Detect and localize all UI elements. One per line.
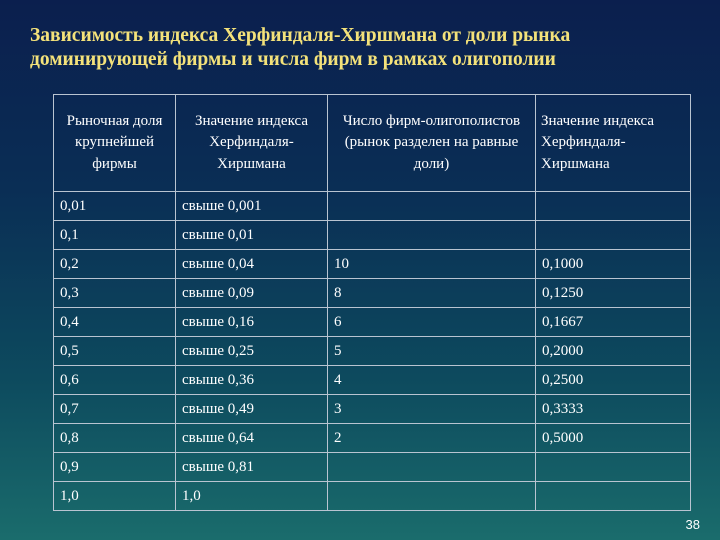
cell-hhi-equal: 0,3333: [536, 395, 691, 424]
cell-hhi-value: свыше 0,09: [176, 279, 328, 308]
cell-market-share: 1,0: [54, 482, 176, 511]
cell-market-share: 0,1: [54, 221, 176, 250]
cell-market-share: 0,3: [54, 279, 176, 308]
cell-firm-count: [328, 482, 536, 511]
cell-hhi-value: свыше 0,001: [176, 192, 328, 221]
table-row: [54, 221, 691, 250]
header-hhi-value: Значение индекса Херфиндаля-Хиршмана: [176, 95, 328, 192]
cell-hhi-equal: [536, 192, 691, 221]
cell-hhi-equal: 0,2000: [536, 337, 691, 366]
cell-firm-count: 4: [328, 366, 536, 395]
header-hhi-value-equal: Значение индекса Херфиндаля-Хиршмана: [536, 95, 691, 192]
cell-hhi-value: свыше 0,25: [176, 337, 328, 366]
cell-firm-count: [328, 453, 536, 482]
table-row: [54, 424, 691, 453]
cell-hhi-equal: 0,1250: [536, 279, 691, 308]
cell-firm-count: 10: [328, 250, 536, 279]
cell-hhi-value: свыше 0,64: [176, 424, 328, 453]
cell-hhi-equal: [536, 482, 691, 511]
cell-market-share: 0,9: [54, 453, 176, 482]
table-row: [54, 279, 691, 308]
cell-firm-count: 5: [328, 337, 536, 366]
header-firm-count: Число фирм-олигополистов (рынок разделен на равные доли): [328, 95, 536, 192]
cell-market-share: 0,8: [54, 424, 176, 453]
table-row: [54, 308, 691, 337]
cell-hhi-equal: 0,2500: [536, 366, 691, 395]
cell-market-share: 0,5: [54, 337, 176, 366]
cell-market-share: 0,6: [54, 366, 176, 395]
table-row: [54, 366, 691, 395]
cell-firm-count: [328, 221, 536, 250]
cell-firm-count: 8: [328, 279, 536, 308]
cell-hhi-equal: 0,5000: [536, 424, 691, 453]
cell-hhi-equal: [536, 453, 691, 482]
cell-hhi-equal: [536, 221, 691, 250]
table-row: [54, 395, 691, 424]
cell-firm-count: [328, 192, 536, 221]
cell-hhi-value: свыше 0,04: [176, 250, 328, 279]
cell-market-share: 0,7: [54, 395, 176, 424]
cell-hhi-value: свыше 0,16: [176, 308, 328, 337]
cell-firm-count: 6: [328, 308, 536, 337]
cell-firm-count: 3: [328, 395, 536, 424]
table-row: [54, 192, 691, 221]
cell-hhi-value: свыше 0,01: [176, 221, 328, 250]
table-header-row: [54, 95, 691, 192]
hhi-table: [53, 94, 691, 511]
cell-hhi-value: свыше 0,81: [176, 453, 328, 482]
cell-market-share: 0,4: [54, 308, 176, 337]
slide-title: Зависимость индекса Херфиндаля-Хиршмана от доли рынка доминирующей фирмы и числа фирм в рамках олигополии: [30, 25, 571, 70]
table-row: [54, 337, 691, 366]
cell-firm-count: 2: [328, 424, 536, 453]
table-row: [54, 250, 691, 279]
cell-market-share: 0,01: [54, 192, 176, 221]
header-market-share: Рыночная доля крупнейшей фирмы: [54, 95, 176, 192]
table-row: [54, 482, 691, 511]
slide-number: 38: [685, 517, 700, 532]
cell-hhi-value: 1,0: [176, 482, 328, 511]
cell-market-share: 0,2: [54, 250, 176, 279]
cell-hhi-equal: 0,1667: [536, 308, 691, 337]
cell-hhi-value: свыше 0,36: [176, 366, 328, 395]
table-row: [54, 453, 691, 482]
cell-hhi-equal: 0,1000: [536, 250, 691, 279]
cell-hhi-value: свыше 0,49: [176, 395, 328, 424]
